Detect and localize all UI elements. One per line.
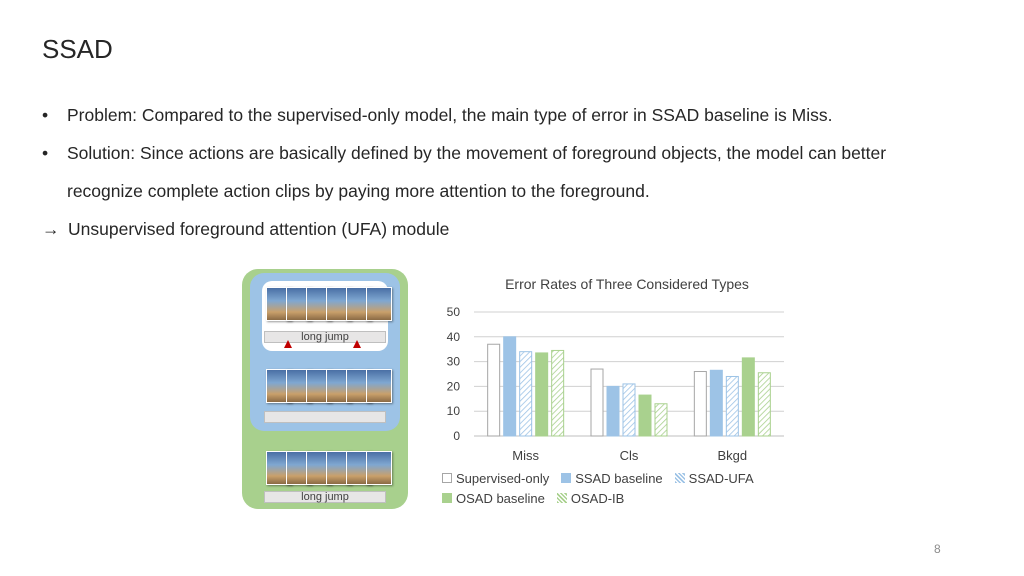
bullet-problem	[42, 96, 1002, 134]
conclusion-text: Unsupervised foreground attention (UFA) module	[68, 219, 450, 239]
legend-swatch	[442, 493, 452, 503]
chart-bars	[488, 337, 771, 436]
right-arrow-icon: →	[42, 219, 60, 239]
frame-strip-top	[266, 287, 386, 321]
x-tick-label: Cls	[619, 448, 639, 463]
bar-osad-ib-miss	[552, 350, 564, 436]
y-tick-label: 0	[453, 429, 460, 443]
chart-legend	[442, 468, 802, 508]
bullet-solution	[42, 134, 1002, 172]
bar-osad-ib-bkgd	[758, 373, 770, 436]
legend-swatch	[557, 493, 567, 503]
action-clips-illustration	[242, 269, 408, 509]
video-frame	[366, 287, 392, 321]
x-tick-label: Miss	[512, 448, 540, 463]
bullet-dot: •	[42, 143, 49, 163]
legend-swatch	[561, 473, 571, 483]
legend-label: SSAD baseline	[575, 470, 663, 486]
legend-label: Supervised-only	[456, 470, 550, 486]
slide-title: SSAD	[42, 34, 113, 64]
bar-ssad-baseline-cls	[607, 386, 619, 436]
legend-item-osad-baseline	[442, 491, 545, 506]
end-marker-icon	[353, 340, 361, 348]
video-frame	[366, 451, 392, 485]
legend-item-osad-ib	[557, 491, 624, 506]
legend-item-ssad-baseline	[561, 471, 662, 486]
video-frame	[366, 369, 392, 403]
bar-osad-baseline-miss	[536, 353, 548, 436]
bullet-dot: •	[42, 105, 49, 125]
page-number: 8	[934, 542, 941, 556]
y-tick-label: 30	[446, 354, 460, 369]
legend-label: SSAD-UFA	[688, 470, 754, 486]
bar-osad-baseline-cls	[639, 395, 651, 436]
bullet-solution-continuation: recognize complete action clips by paying more attention to the foreground.	[67, 181, 650, 201]
chart-plot	[430, 270, 800, 470]
bar-ssad-baseline-miss	[504, 337, 516, 436]
frame-strip-middle	[266, 369, 386, 403]
legend-swatch	[442, 473, 452, 483]
bar-supervised-only-cls	[591, 369, 603, 436]
legend-item-supervised-only	[442, 471, 549, 486]
bullet-list	[42, 96, 1002, 248]
y-tick-label: 40	[446, 329, 460, 344]
bar-supervised-only-miss	[488, 344, 500, 436]
legend-swatch	[675, 473, 685, 483]
bar-osad-ib-cls	[655, 404, 667, 436]
bar-supervised-only-bkgd	[694, 372, 706, 436]
label-bar-middle	[264, 411, 386, 423]
chart-title: Error Rates of Three Considered Types	[505, 276, 749, 292]
x-tick-label: Bkgd	[717, 448, 748, 463]
y-tick-label: 10	[446, 404, 460, 419]
error-rate-chart	[430, 270, 800, 515]
y-tick-label: 50	[446, 305, 460, 319]
bar-ssad-baseline-bkgd	[710, 370, 722, 436]
bar-ssad-ufa-miss	[520, 352, 532, 436]
label-bar-top: long jump	[264, 331, 386, 343]
bar-osad-baseline-bkgd	[742, 358, 754, 436]
start-marker-icon	[284, 340, 292, 348]
conclusion-line	[42, 210, 1002, 248]
legend-label: OSAD-IB	[570, 490, 625, 506]
frame-strip-bottom	[266, 451, 386, 485]
y-axis-ticks	[447, 305, 461, 443]
y-tick-label: 20	[446, 379, 460, 394]
bar-ssad-ufa-cls	[623, 384, 635, 436]
bullet-problem-text: Problem: Compared to the supervised-only model, the main type of error in SSAD baseline is Miss.	[67, 105, 833, 125]
legend-item-ssad-ufa	[675, 471, 754, 486]
x-axis-ticks	[512, 448, 747, 463]
legend-label: OSAD baseline	[456, 490, 545, 506]
label-bar-bottom: long jump	[264, 491, 386, 503]
bullet-solution-text: Solution: Since actions are basically defined by the movement of foreground objects, the model can better	[67, 143, 887, 163]
bar-ssad-ufa-bkgd	[726, 376, 738, 436]
